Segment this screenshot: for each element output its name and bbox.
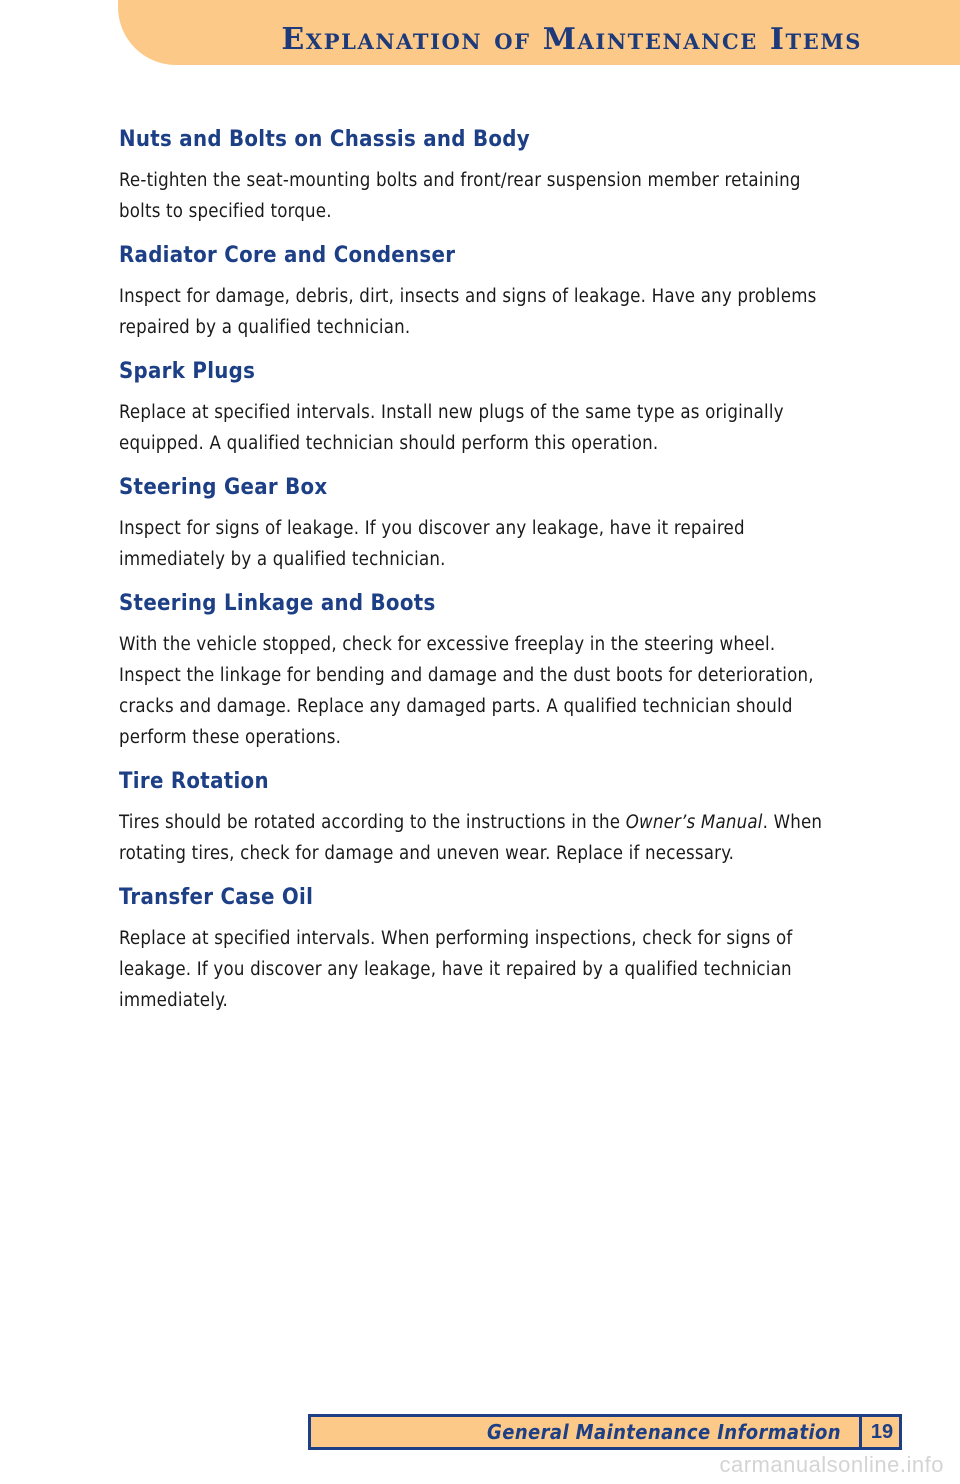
section-transfer-case-oil	[119, 881, 839, 1016]
section-spark-plugs	[119, 355, 839, 459]
section-heading: Steering Gear Box	[119, 475, 328, 500]
section-heading: Radiator Core and Condenser	[119, 243, 456, 268]
section-tire-rotation	[119, 765, 839, 869]
page-number: 19	[859, 1417, 902, 1447]
section-heading: Steering Linkage and Boots	[119, 591, 436, 616]
section-radiator-core	[119, 239, 839, 343]
manual-title: Owner’s Manual	[625, 812, 763, 833]
maintenance-items-list	[119, 123, 839, 1028]
section-body: Replace at specified intervals. When performing inspections, check for signs of leakage. If you discover any leakage, have it repaired by a qualified technician immediately.	[119, 928, 793, 1011]
body-text: Tires should be rotated according to the instructions in the	[119, 812, 626, 833]
body-text: . When rotating tires, check for damage and uneven wear. Replace if necessary.	[119, 812, 823, 864]
section-steering-gear-box	[119, 471, 839, 575]
section-body: With the vehicle stopped, check for excessive freeplay in the steering wheel. Inspect the linkage for bending and damage and the dust boots for deterioration, cracks and damage. Replace any damaged parts. A qualified technician should perform these operations.	[119, 634, 814, 748]
section-body	[119, 807, 839, 869]
page-title: Explanation of Maintenance Items	[281, 22, 862, 57]
section-nuts-and-bolts	[119, 123, 839, 227]
header-band	[118, 0, 960, 65]
footer-section-label: General Maintenance Information	[487, 1420, 841, 1444]
footer-banner	[308, 1414, 902, 1450]
section-heading: Tire Rotation	[119, 769, 269, 794]
section-body: Inspect for damage, debris, dirt, insects and signs of leakage. Have any problems repaired by a qualified technician.	[119, 286, 817, 338]
section-body: Inspect for signs of leakage. If you discover any leakage, have it repaired immediately by a qualified technician.	[119, 518, 745, 570]
section-body: Replace at specified intervals. Install new plugs of the same type as originally equipped. A qualified technician should perform this operation.	[119, 402, 784, 454]
section-heading: Nuts and Bolts on Chassis and Body	[119, 127, 530, 152]
section-steering-linkage	[119, 587, 839, 753]
section-body: Re-tighten the seat-mounting bolts and front/rear suspension member retaining bolts to specified torque.	[119, 170, 801, 222]
section-heading: Spark Plugs	[119, 359, 256, 384]
watermark: carmanualsonline.info	[719, 1452, 944, 1477]
section-heading: Transfer Case Oil	[119, 885, 314, 910]
